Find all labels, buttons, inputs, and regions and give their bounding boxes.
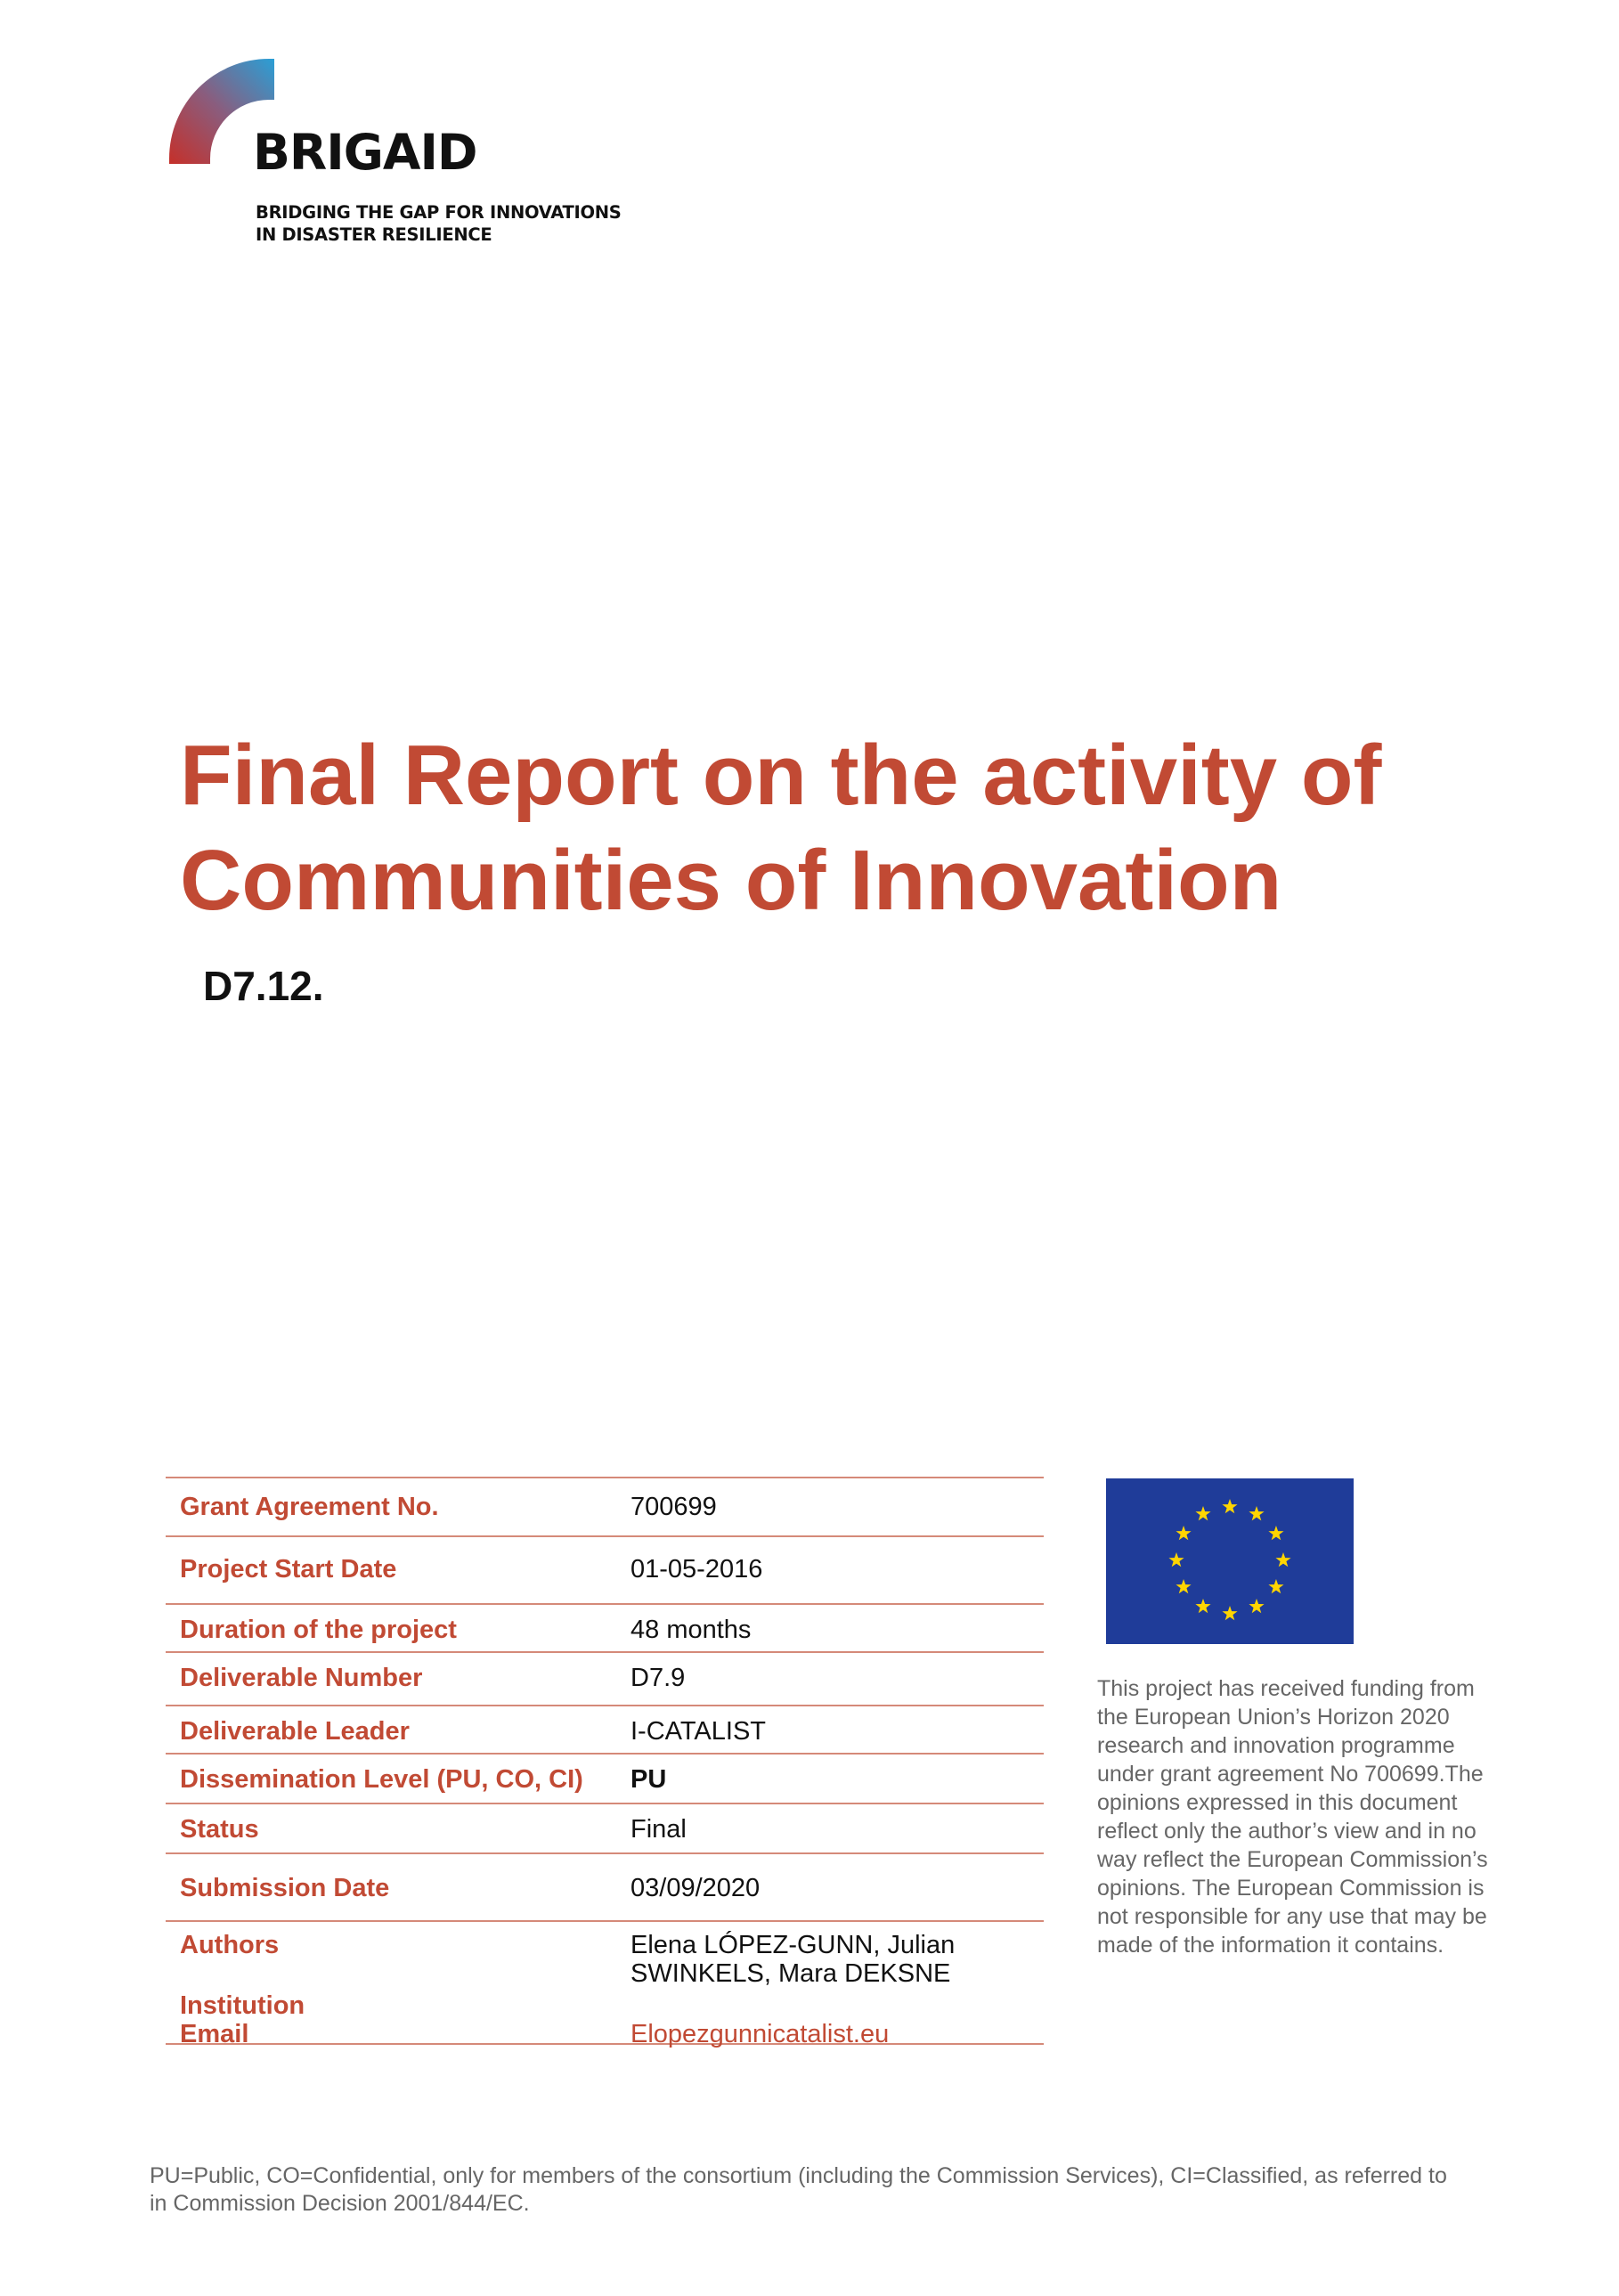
info-label: Dissemination Level (PU, CO, CI) <box>180 1765 583 1794</box>
eu-star-icon <box>1222 1499 1237 1513</box>
info-label: Authors <box>180 1931 280 1959</box>
info-row-authors <box>166 1920 1044 2048</box>
info-value: SWINKELS, Mara DEKSNE <box>631 1959 951 1988</box>
eu-star-icon <box>1249 1599 1264 1613</box>
document-title <box>180 723 1516 933</box>
info-label: Deliverable Leader <box>180 1717 410 1746</box>
info-value: 01-05-2016 <box>631 1555 763 1584</box>
info-row-submission-date <box>166 1852 1044 1920</box>
eu-star-icon <box>1168 1552 1184 1567</box>
funding-disclaimer: This project has received funding from the European Union’s Horizon 2020 research and innovation programme under grant agreement No 700699.The opinions expressed in this document reflect only the author’s view and in no way reflect the European Commission’s opinions. The European Commission is not responsible for any use that may be made of the information it contains. <box>1097 1676 1488 1958</box>
info-value: I-CATALIST <box>631 1717 766 1746</box>
info-label: Grant Agreement No. <box>180 1493 439 1521</box>
info-row-start-date <box>166 1535 1044 1603</box>
info-row-dissemination <box>166 1753 1044 1803</box>
info-label: Email <box>180 2020 249 2048</box>
email-link[interactable]: Elopezgunnicatalist.eu <box>631 2020 890 2048</box>
eu-star-icon <box>1222 1606 1237 1620</box>
brigaid-logo <box>169 59 632 255</box>
info-row-status <box>166 1803 1044 1852</box>
logo-tagline-line1: BRIDGING THE GAP FOR INNOVATIONS <box>256 202 622 223</box>
deliverable-info-table <box>166 1477 1044 2048</box>
info-value: PU <box>631 1765 667 1794</box>
info-label: Submission Date <box>180 1874 390 1902</box>
eu-star-icon <box>1268 1526 1283 1540</box>
info-row-leader <box>166 1705 1044 1753</box>
logo-tagline <box>256 201 622 246</box>
eu-star-icon <box>1268 1579 1283 1593</box>
eu-flag-icon <box>1106 1478 1354 1644</box>
info-value: Elena LÓPEZ-GUNN, Julian <box>631 1931 956 1959</box>
document-title-line2: Communities of Innovation <box>180 833 1282 928</box>
info-value: Final <box>631 1815 687 1844</box>
info-value: 03/09/2020 <box>631 1874 761 1902</box>
info-label: Institution <box>180 1991 305 2020</box>
logo-tagline-line2: IN DISASTER RESILIENCE <box>256 224 492 245</box>
eu-star-icon <box>1195 1599 1210 1613</box>
info-row-deliverable-number <box>166 1651 1044 1705</box>
eu-star-icon <box>1195 1506 1210 1520</box>
eu-star-icon <box>1176 1526 1191 1540</box>
info-label: Duration of the project <box>180 1616 457 1644</box>
eu-star-icon <box>1249 1506 1264 1520</box>
info-label: Project Start Date <box>180 1555 397 1584</box>
info-row-grant <box>166 1477 1044 1535</box>
info-row-duration <box>166 1603 1044 1651</box>
info-value: 48 months <box>631 1616 752 1644</box>
dissemination-footnote: PU=Public, CO=Confidential, only for members of the consortium (including the Commission Services), CI=Classified, as referred to in Commission Decision 2001/844/EC. <box>150 2163 1447 2216</box>
deliverable-code: D7.12. <box>203 963 324 1009</box>
info-label: Status <box>180 1815 259 1844</box>
info-value: 700699 <box>631 1493 717 1521</box>
eu-star-icon <box>1275 1552 1290 1567</box>
eu-star-icon <box>1176 1579 1191 1593</box>
document-title-line1: Final Report on the activity of <box>180 728 1382 823</box>
info-value: D7.9 <box>631 1664 686 1692</box>
logo-wordmark: BRIGAID <box>253 124 477 181</box>
info-label: Deliverable Number <box>180 1664 423 1692</box>
